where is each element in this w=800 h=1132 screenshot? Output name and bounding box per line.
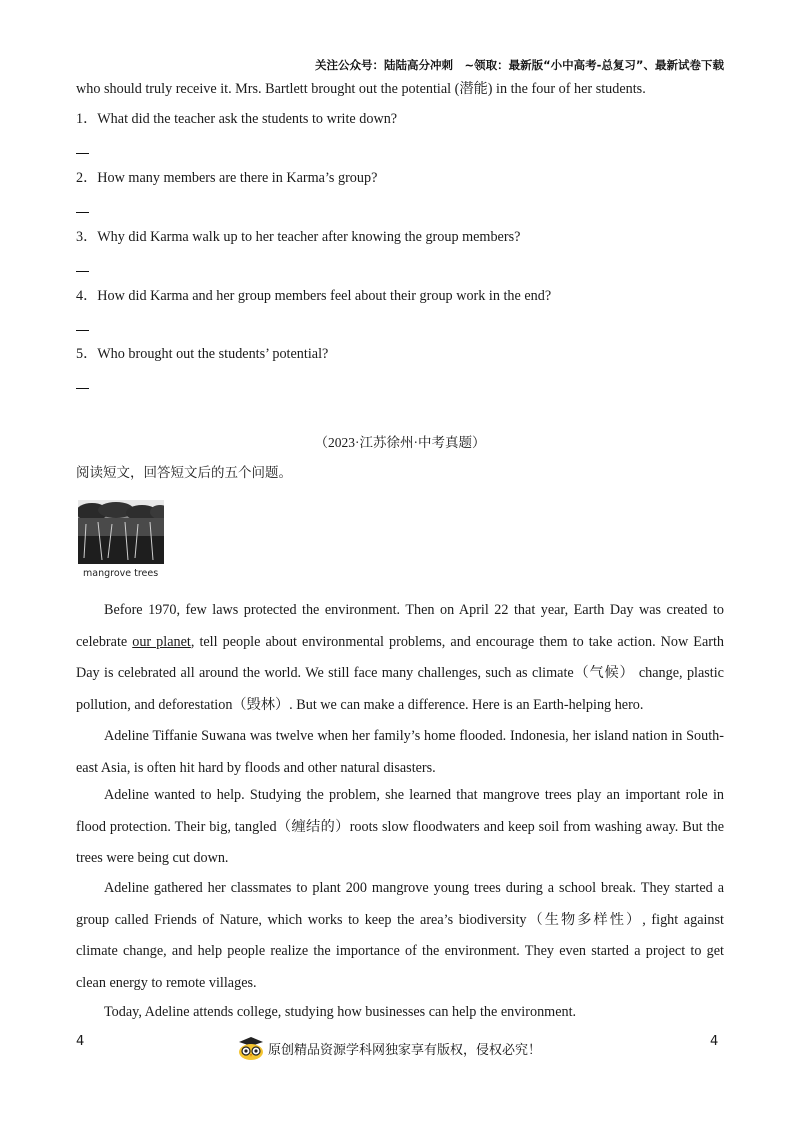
answer-blank-4 — [76, 330, 89, 331]
answer-blank-1 — [76, 153, 89, 154]
copyright-notice: 原创精品资源学科网独家享有版权，侵权必究！ — [268, 1042, 542, 1058]
question-1: 1．What did the teacher ask the students to write down? — [76, 111, 398, 127]
page-number-left: 4 — [76, 1034, 85, 1049]
question-2: 2．How many members are there in Karma’s group? — [76, 170, 378, 186]
question-5: 5．Who brought out the students’ potential? — [76, 346, 329, 362]
footer — [236, 1036, 541, 1060]
answer-blank-3 — [76, 271, 89, 272]
photo-caption: mangrove trees — [83, 568, 159, 579]
answer-blank-5 — [76, 388, 89, 389]
passage-paragraph-3: Adeline wanted to help. Studying the problem, she learned that mangrove trees play an important role in flood protection. Their big, tangled（缠结的）roots slow floodwaters and keep soil from washing away. But the trees were being cut down. — [76, 787, 724, 866]
question-source: （2023·江苏徐州·中考真题） — [314, 435, 486, 450]
passage-paragraph-4: Adeline gathered her classmates to plant 200 mangrove young trees during a school break. They started a group called Friends of Nature, which works to keep the area’s biodiversity（生物多样性）, fight against climate change, and help people realize the importance of the environment. They even started a project to get clean energy to remote villages. — [76, 880, 724, 991]
owl-logo-icon — [236, 1036, 266, 1060]
underlined-phrase: our planet — [132, 633, 191, 650]
passage-paragraph-1: Before 1970, few laws protected the environment. Then on April 22 that year, Earth Day was created to celebrate our planet, tell people about environmental problems, and encourage them to take action. Now Earth Day is celebrated all around the world. We still face many challenges, such as climate（气候） change, plastic pollution, and deforestation（毁林）. But we can make a difference. Here is an Earth-helping hero. — [76, 602, 725, 713]
question-4: 4．How did Karma and her group members feel about their group work in the end? — [76, 288, 552, 304]
passage-paragraph-5: Today, Adeline attends college, studying how businesses can help the environment. — [104, 1004, 577, 1020]
page-number-right: 4 — [710, 1034, 719, 1049]
question-3: 3．Why did Karma walk up to her teacher after knowing the group members? — [76, 229, 521, 245]
reading-instruction: 阅读短文，回答短文后的五个问题。 — [76, 465, 292, 480]
header-note: 关注公众号：陆陆高分冲刺 ~领取：最新版“小中高考-总复习”、最新试卷下载 — [314, 58, 724, 72]
previous-passage-line: who should truly receive it. Mrs. Bartlett brought out the potential (潜能) in the four of her students. — [76, 81, 646, 97]
mangrove-photo — [78, 500, 164, 564]
passage-paragraph-2: Adeline Tiffanie Suwana was twelve when her family’s home flooded. Indonesia, her island nation in South-east Asia, is often hit hard by floods and other natural disasters. — [76, 728, 724, 776]
answer-blank-2 — [76, 212, 89, 213]
